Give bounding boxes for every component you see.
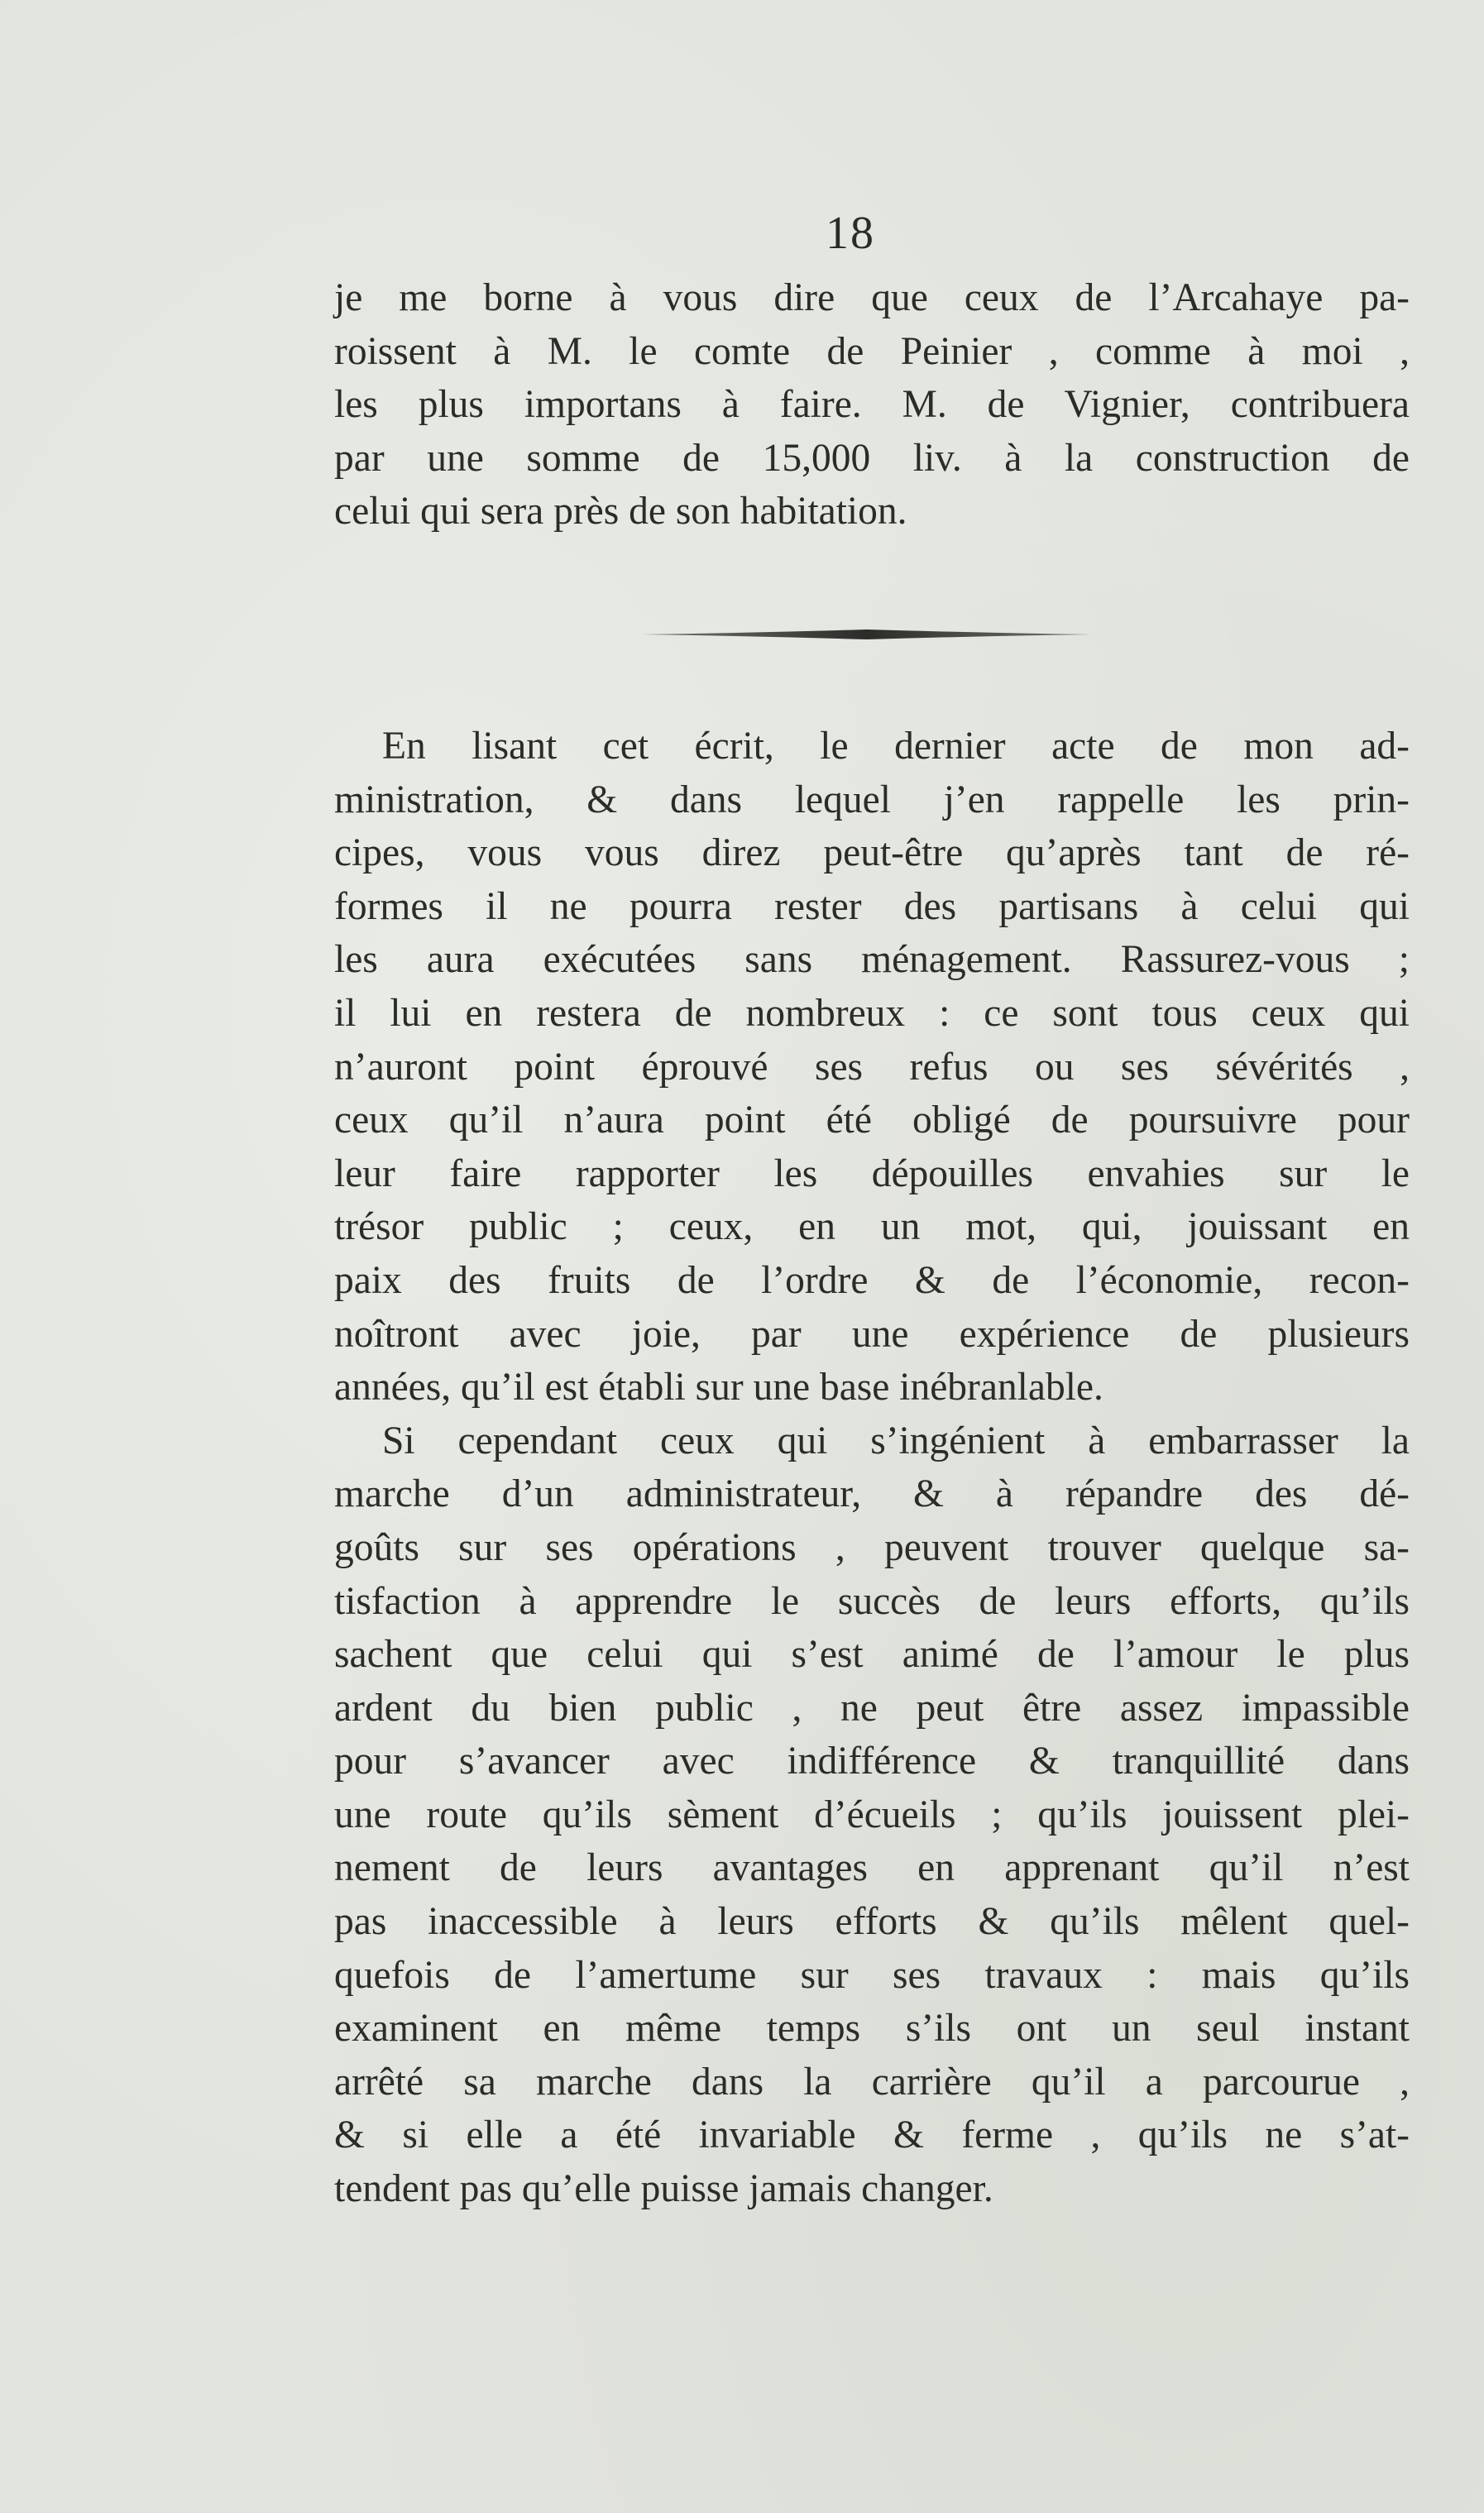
text-line: nement de leurs avantages en apprenant qu’il n’est bbox=[334, 1846, 1410, 1890]
text-line: sachent que celui qui s’est animé de l’amour le plus bbox=[334, 1633, 1410, 1677]
page-number: 18 bbox=[826, 208, 875, 259]
text-line: ardent du bien public , ne peut être assez impassible bbox=[334, 1686, 1410, 1730]
text-line: pas inaccessible à leurs efforts & qu’ils mêlent quel- bbox=[334, 1900, 1410, 1944]
text-line: examinent en même temps s’ils ont un seul instant bbox=[334, 2007, 1410, 2051]
main-text bbox=[334, 720, 1410, 2216]
text-line: cipes, vous vous direz peut-être qu’après tant de ré- bbox=[334, 831, 1410, 875]
text-line: Si cependant ceux qui s’ingénient à embarrasser la bbox=[382, 1419, 1410, 1462]
text-line: je me borne à vous dire que ceux de l’Arcahaye pa- bbox=[334, 276, 1410, 319]
text-line: n’auront point éprouvé ses refus ou ses sévérités , bbox=[334, 1045, 1410, 1089]
paragraph-continuation bbox=[334, 271, 1410, 538]
text-line: tisfaction à apprendre le succès de leurs efforts, qu’ils bbox=[334, 1579, 1410, 1623]
text-line: par une somme de 15,000 liv. à la construction de bbox=[334, 436, 1410, 480]
text-line: leur faire rapporter les dépouilles envahies sur le bbox=[334, 1151, 1410, 1195]
text-line: trésor public ; ceux, en un mot, qui, jouissant en bbox=[334, 1205, 1410, 1249]
text-line: il lui en restera de nombreux : ce sont tous ceux qui bbox=[334, 991, 1410, 1035]
text-line: quefois de l’amertume sur ses travaux : mais qu’ils bbox=[334, 1953, 1410, 1997]
text-line: années, qu’il est établi sur une base inébranlable. bbox=[334, 1366, 1103, 1410]
text-line: paix des fruits de l’ordre & de l’économie, recon- bbox=[334, 1258, 1410, 1302]
text-line: roissent à M. le comte de Peinier , comme à moi , bbox=[334, 329, 1410, 373]
text-line: & si elle a été invariable & ferme , qu’ils ne s’at- bbox=[334, 2113, 1410, 2157]
text-line: pour s’avancer avec indifférence & tranquillité dans bbox=[334, 1740, 1410, 1783]
text-line: celui qui sera près de son habitation. bbox=[334, 490, 907, 534]
text-line: une route qu’ils sèment d’écueils ; qu’ils jouissent plei- bbox=[334, 1793, 1410, 1836]
text-line: ministration, & dans lequel j’en rappelle les prin- bbox=[334, 778, 1410, 821]
horizontal-rule-ornament bbox=[642, 629, 1092, 640]
text-line: goûts sur ses opérations , peuvent trouver quelque sa- bbox=[334, 1525, 1410, 1569]
text-line: marche d’un administrateur, & à répandre des dé- bbox=[334, 1472, 1410, 1516]
text-line: tendent pas qu’elle puisse jamais changer. bbox=[334, 2167, 993, 2211]
text-line: arrêté sa marche dans la carrière qu’il a parcourue , bbox=[334, 2060, 1410, 2104]
text-line: noîtront avec joie, par une expérience de plusieurs bbox=[334, 1312, 1410, 1356]
text-line: les aura exécutées sans ménagement. Rassurez-vous ; bbox=[334, 938, 1410, 982]
text-line: les plus importans à faire. M. de Vignier, contribuera bbox=[334, 383, 1410, 427]
text-line: ceux qu’il n’aura point été obligé de poursuivre pour bbox=[334, 1099, 1410, 1142]
text-line: En lisant cet écrit, le dernier acte de mon ad- bbox=[382, 725, 1410, 768]
text-line: formes il ne pourra rester des partisans à celui qui bbox=[334, 884, 1410, 928]
